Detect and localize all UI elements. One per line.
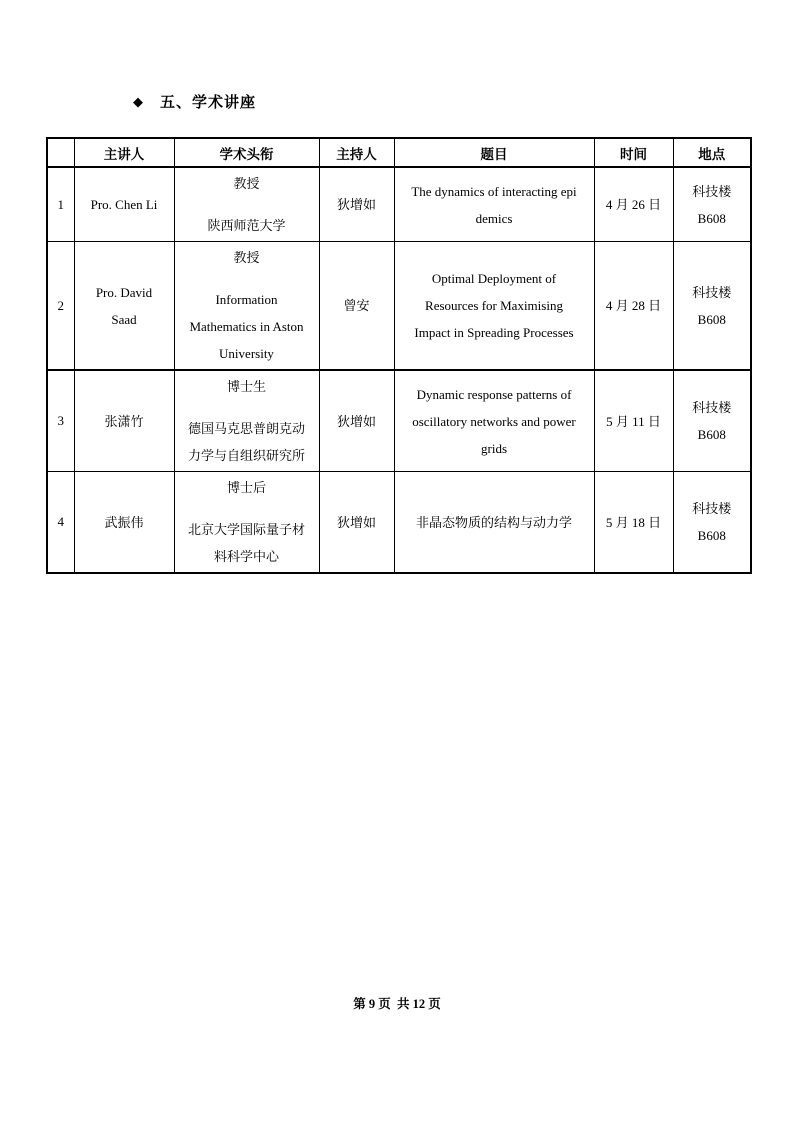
header-time: 时间 [594,138,673,167]
diamond-bullet-icon: ◆ [133,93,143,109]
speaker-line: 武振伟 [104,514,144,530]
topic-line: Dynamic response patterns of [416,386,572,402]
cell-topic [394,242,594,371]
table-row [47,370,751,472]
affiliation-line: 料科学中心 [213,549,279,564]
section-heading [133,91,256,112]
affiliation-line: University [219,346,274,361]
topic-line: oscillatory networks and power [412,413,576,429]
location-line: 科技楼 [692,284,732,300]
cell-no: 3 [47,370,74,472]
header-topic: 题目 [394,138,594,167]
cell-no: 1 [47,167,74,242]
topic-line: Resources for Maximising [425,298,563,313]
location-line: B608 [697,210,726,226]
topic-line: grids [481,440,507,456]
header-academic-title: 学术头衔 [174,138,319,167]
cell-speaker [74,242,174,371]
time-line: 5 月 18 日 [605,514,662,530]
cell-academic-title [174,472,319,574]
speaker-line: 张潇竹 [104,413,144,429]
location-line: B608 [697,311,726,327]
cell-topic [394,167,594,242]
affiliation-line: Information [215,292,278,307]
location-line: B608 [697,427,726,442]
header-location: 地点 [673,138,751,167]
affiliation-line: 北京大学国际量子材 [187,522,305,537]
cell-time [594,472,673,574]
table-row [47,167,751,242]
topic-line: Optimal Deployment of [431,271,557,286]
cell-topic [394,370,594,472]
cell-speaker [74,472,174,574]
time-line: 4 月 26 日 [605,197,662,212]
table-row [47,242,751,371]
time-line: 4 月 28 日 [605,298,662,313]
location-line: B608 [697,528,726,543]
host-line: 狄增如 [336,514,376,530]
host-line: 狄增如 [336,197,376,212]
affiliation-line: 德国马克思普朗克动 [187,421,305,436]
cell-host [319,242,394,371]
topic-line: The dynamics of interacting epi [411,183,577,199]
header-no [47,138,74,167]
cell-time [594,242,673,371]
table-row [47,472,751,574]
cell-academic-title [174,167,319,242]
time-line: 5 月 11 日 [606,413,661,429]
cell-host [319,370,394,472]
affiliation-line: 力学与自组织研究所 [187,448,305,463]
cell-location [673,242,751,371]
cell-host [319,472,394,574]
page-footer: 第 9 页 共 12 页 [353,997,441,1011]
rank-line: 博士后 [226,480,266,495]
cell-time [594,167,673,242]
header-speaker: 主讲人 [74,138,174,167]
cell-academic-title [174,370,319,472]
host-line: 狄增如 [336,413,376,429]
affiliation-line: 陕西师范大学 [207,218,286,233]
topic-line: demics [475,210,513,226]
cell-location [673,167,751,242]
topic-line: Impact in Spreading Processes [414,325,574,340]
speaker-line: Pro. David [95,284,153,300]
cell-academic-title [174,242,319,371]
topic-line: 非晶态物质的结构与动力学 [415,514,572,530]
header-host: 主持人 [319,138,394,167]
speaker-line: Pro. Chen Li [90,197,158,212]
speaker-line: Saad [111,311,137,327]
cell-location [673,472,751,574]
lecture-schedule-table [46,137,752,574]
cell-topic [394,472,594,574]
location-line: 科技楼 [692,183,732,199]
cell-host [319,167,394,242]
cell-no: 2 [47,242,74,371]
table-header-row [47,138,751,167]
cell-time [594,370,673,472]
location-line: 科技楼 [692,501,732,516]
host-line: 曾安 [343,298,370,313]
cell-speaker [74,370,174,472]
affiliation-line: Mathematics in Aston [189,319,304,334]
rank-line: 博士生 [226,379,266,394]
section-heading-text: 五、学术讲座 [160,95,257,111]
location-line: 科技楼 [692,400,732,415]
cell-speaker [74,167,174,242]
cell-location [673,370,751,472]
cell-no: 4 [47,472,74,574]
rank-line: 教授 [233,176,260,191]
rank-line: 教授 [233,250,260,265]
